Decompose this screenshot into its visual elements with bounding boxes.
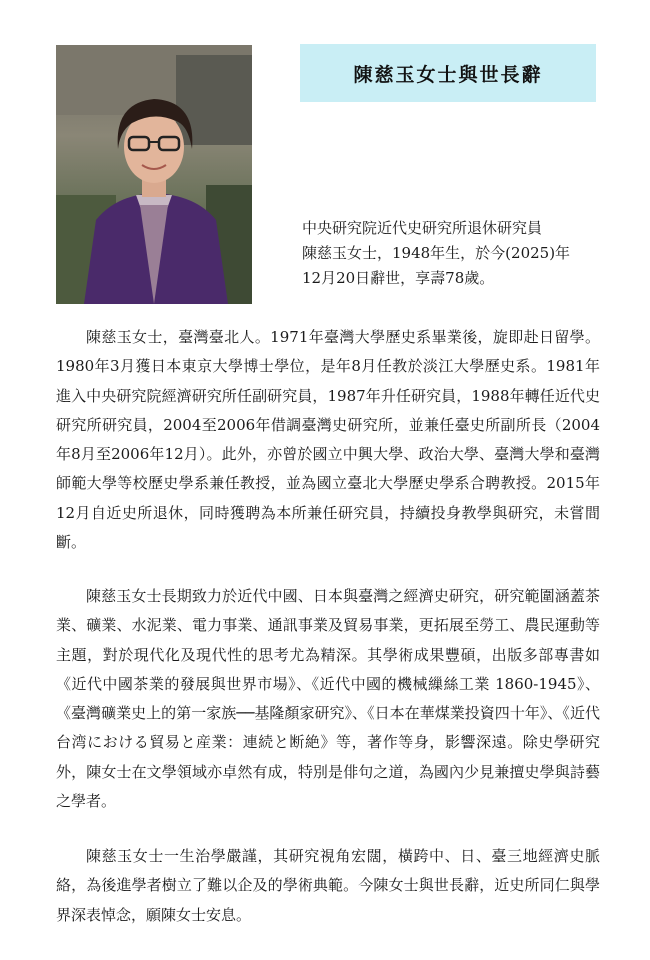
biography-paragraph: 陳慈玉女士，臺灣臺北人。1971年臺灣大學歷史系畢業後，旋即赴日留學。1980年3月獲日本東京大學博士學位，是年8月任教於淡江大學歷史系。1981年進入中央研究院經濟研究所任副研究員，1987年升任研究員，1988年轉任近代史研究所研究員，2004至2006年借調臺灣史研究所，並兼任臺史所副所長（2004年8月至2006年12月）。此外，亦曾於國立中興大學、政治大學、臺灣大學和臺灣師範大學等校歷史學系兼任教授，並為國立臺北大學歷史學系合聘教授。2015年12月自近史所退休，同時獲聘為本所兼任研究員，持續投身教學與研究，未嘗間斷。 xyxy=(56,328,600,552)
closing-paragraph: 陳慈玉女士一生治學嚴謹，其研究視角宏闊，橫跨中、日、臺三地經濟史脈絡，為後進學者樹立了難以企及的學術典範。今陳女士與世長辭，近史所同仁與學界深表悼念，願陳女士安息。 xyxy=(56,847,600,924)
intro-block xyxy=(302,216,602,291)
intro-line: 中央研究院近代史研究所退休研究員 xyxy=(302,219,543,237)
portrait-illustration xyxy=(56,45,252,304)
intro-line: 陳慈玉女士，1948年生，於今(2025)年 xyxy=(302,244,571,262)
portrait-photo xyxy=(56,45,252,304)
intro-line: 12月20日辭世，享壽78歲。 xyxy=(302,269,495,287)
title-banner xyxy=(300,44,596,102)
research-paragraph: 陳慈玉女士長期致力於近代中國、日本與臺灣之經濟史研究，研究範圍涵蓋茶業、礦業、水泥業、電力事業、通訊事業及貿易事業，更拓展至勞工、農民運動等主題，對於現代化及現代性的思考尤為精深。其學術成果豐碩，出版多部專書如《近代中國茶業的發展與世界市場》、《近代中國的機械繅絲工業 1860-1945》、《臺灣礦業史上的第一家族──基隆顏家研究》、《日本在華煤業投資四十年》、《近代台湾における貿易と産業：連続と断絶》等，著作等身，影響深遠。除史學研究外，陳女士在文學領域亦卓然有成，特別是俳句之道，為國內少見兼擅史學與詩藝之學者。 xyxy=(56,587,600,811)
page-title: 陳慈玉女士與世長辭 xyxy=(353,63,543,86)
